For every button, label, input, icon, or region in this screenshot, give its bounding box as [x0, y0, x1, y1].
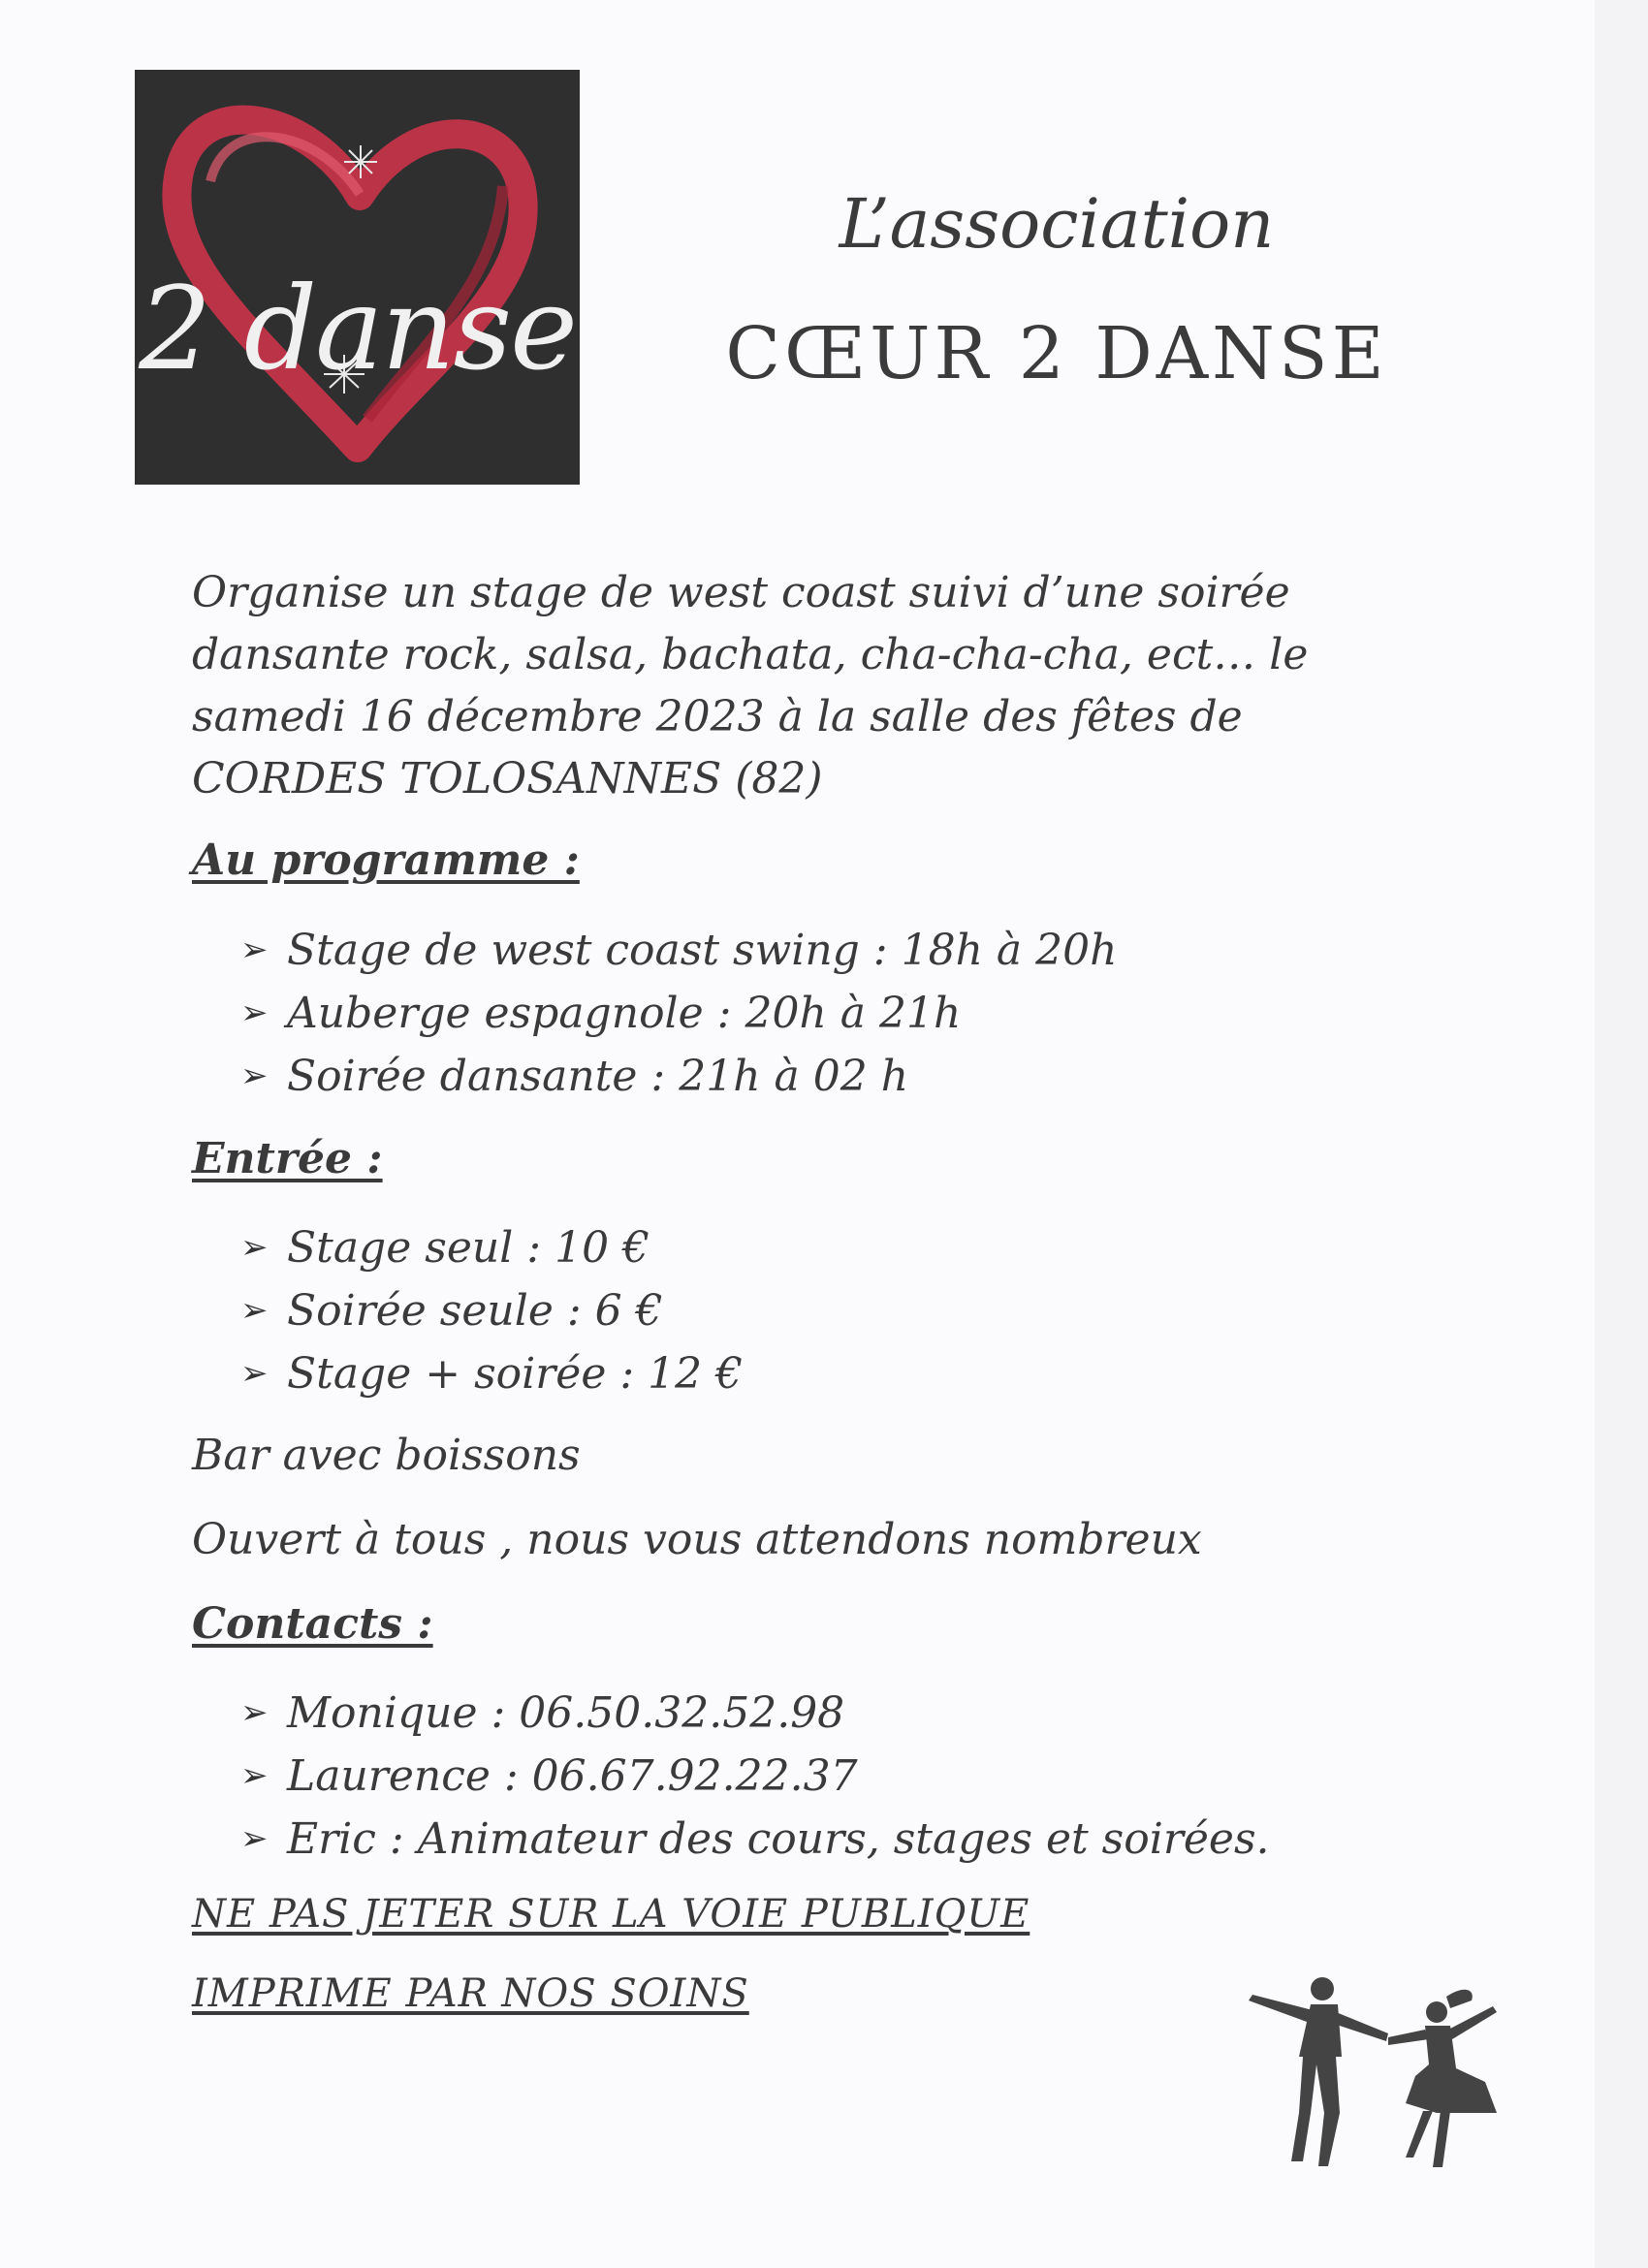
list-item: ➢ Stage + soirée : 12 € [240, 1342, 743, 1405]
programme-list [240, 919, 1117, 1108]
contacts-heading: Contacts : [192, 1599, 433, 1649]
contacts-list [240, 1682, 1270, 1871]
arrow-bullet-icon: ➢ [240, 1056, 269, 1095]
list-item: ➢ Stage de west coast swing : 18h à 20h [240, 919, 1117, 982]
footer-note-2: IMPRIME PAR NOS SOINS [192, 1971, 749, 2016]
list-item: ➢ Eric : Animateur des cours, stages et soirées. [240, 1808, 1270, 1871]
entree-heading: Entrée : [192, 1134, 383, 1183]
logo [135, 70, 580, 485]
list-item: ➢ Soirée dansante : 21h à 02 h [240, 1045, 1117, 1108]
arrow-bullet-icon: ➢ [240, 993, 269, 1032]
open-text: Ouvert à tous , nous vous attendons nombreux [192, 1515, 1202, 1564]
arrow-bullet-icon: ➢ [240, 1228, 269, 1267]
dancing-couple-icon [1243, 1968, 1514, 2171]
list-item: ➢ Monique : 06.50.32.52.98 [240, 1682, 1270, 1745]
entree-list [240, 1216, 743, 1405]
logo-text: 2 danse [139, 262, 576, 395]
arrow-bullet-icon: ➢ [240, 1354, 269, 1393]
scan-edge [1595, 0, 1648, 2268]
title-line-1: L’association [839, 184, 1275, 264]
list-item: ➢ Laurence : 06.67.92.22.37 [240, 1745, 1270, 1808]
footer-note-1: NE PAS JETER SUR LA VOIE PUBLIQUE [192, 1892, 1030, 1937]
arrow-bullet-icon: ➢ [240, 1756, 269, 1795]
programme-heading: Au programme : [192, 835, 580, 885]
list-item: ➢ Soirée seule : 6 € [240, 1279, 743, 1342]
list-item: ➢ Stage seul : 10 € [240, 1216, 743, 1279]
intro-paragraph: Organise un stage de west coast suivi d’une soirée dansante rock, salsa, bachata, cha-cha-cha, ect… le samedi 16 décembre 2023 à la salle des fêtes de CORDES TOLOSANNES (82) [192, 568, 1309, 803]
title-line-2: CŒUR 2 DANSE [725, 312, 1388, 395]
list-item: ➢ Auberge espagnole : 20h à 21h [240, 982, 1117, 1045]
arrow-bullet-icon: ➢ [240, 1693, 269, 1732]
arrow-bullet-icon: ➢ [240, 1291, 269, 1330]
arrow-bullet-icon: ➢ [240, 1819, 269, 1858]
arrow-bullet-icon: ➢ [240, 930, 269, 969]
bar-text: Bar avec boissons [192, 1431, 581, 1480]
